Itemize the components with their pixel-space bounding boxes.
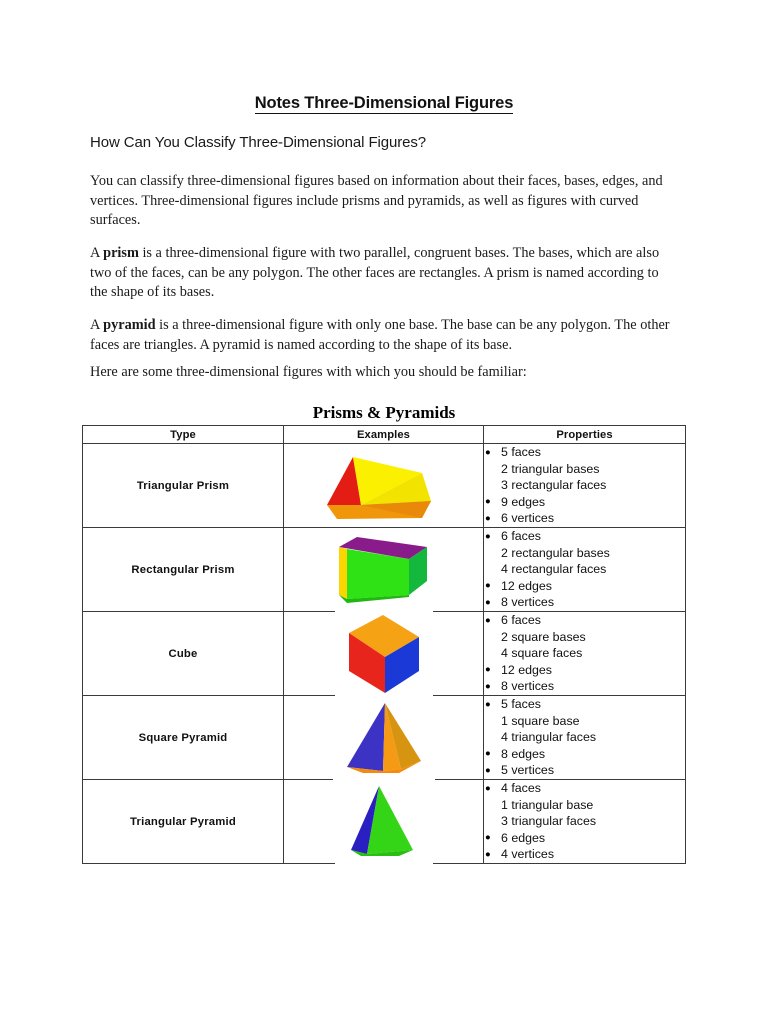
paragraph-prism [90,244,673,303]
property-line: ● 6 edges [484,830,685,846]
pyramid-para-rest: is a three-dimensional figure with only one base. The base can be any polygon. The other faces are triangles. A pyramid is named according to the shape of its base. [90,317,670,353]
figure-type-label: Square Pyramid [83,696,284,780]
property-line: 4 triangular faces [501,730,597,745]
property-line: 4 square faces [501,646,583,661]
property-line: 1 triangular base [501,797,594,812]
property-line: ● 9 edges [484,494,685,510]
prism-term: prism [103,245,139,261]
property-line: 4 rectangular faces [501,562,607,577]
page-title-text: Notes Three-Dimensional Figures [254,94,514,112]
figure-properties-cell [484,444,686,528]
table-body [83,444,686,864]
figure-example-cell [284,612,484,696]
figure-properties-cell [484,612,686,696]
property-line: 2 rectangular bases [501,545,610,560]
figure-type-label: Triangular Pyramid [83,780,284,864]
property-line: 1 square base [501,713,580,728]
figure-type-label: Rectangular Prism [83,528,284,612]
table-caption: Prisms & Pyramids [312,403,456,422]
figures-table [82,425,686,864]
property-line: ● 6 vertices [484,510,685,526]
property-line: ● 12 edges [484,578,685,594]
property-line: ● 12 edges [484,662,685,678]
column-header-properties: Properties [484,426,686,444]
paragraph-pyramid [90,316,675,355]
figure-example-cell [284,696,484,780]
table-row [83,696,686,780]
page-title [0,94,768,113]
figure-example-cell [284,444,484,528]
figure-type-label: Triangular Prism [83,444,284,528]
column-header-examples: Examples [284,426,484,444]
property-line: ● 6 faces [484,528,685,544]
table-header [83,426,686,444]
figure-type-label: Cube [83,612,284,696]
property-line: ● 5 vertices [484,762,685,778]
property-line: ● 8 vertices [484,594,685,610]
property-line: ● 4 vertices [484,846,685,862]
pyramid-term: pyramid [103,317,156,333]
triangular-prism-icon [317,446,451,526]
pyramid-para-prefix: A [90,317,104,333]
table-row [83,612,686,696]
property-line: 2 triangular bases [501,461,600,476]
table-row [83,780,686,864]
prism-para-prefix: A [90,245,104,261]
property-line: ● 6 faces [484,612,685,628]
triangular-pyramid-icon [335,779,433,865]
figure-properties-cell [484,528,686,612]
figure-properties-cell [484,696,686,780]
figure-example-cell [284,528,484,612]
table-header-row [83,426,686,444]
paragraph-intro: You can classify three-dimensional figures based on information about their faces, bases, edges, and vertices. Three-dimensional figures include prisms and pyramids, as well as figures with curved surfaces. [90,173,663,228]
figure-example-cell [284,780,484,864]
rectangular-prism-icon [329,530,439,610]
column-header-type: Type [83,426,284,444]
table-row [83,528,686,612]
property-line: ● 5 faces [484,696,685,712]
paragraph-lead-in: Here are some three-dimensional figures with which you should be familiar: [90,364,527,380]
cube-icon [335,610,433,698]
square-pyramid-icon [333,696,435,780]
property-line: 3 triangular faces [501,814,597,829]
property-line: ● 8 vertices [484,678,685,694]
property-line: ● 4 faces [484,780,685,796]
table-row [83,444,686,528]
prism-para-rest: is a three-dimensional figure with two parallel, congruent bases. The bases, which are also two of the faces, can be any polygon. The other faces are rectangles. A prism is named according to the shape of its bases. [90,245,660,300]
figure-properties-cell [484,780,686,864]
property-line: ● 5 faces [484,444,685,460]
property-line: 2 square bases [501,629,586,644]
section-subheading: How Can You Classify Three-Dimensional Figures? [90,134,427,151]
property-line: ● 8 edges [484,746,685,762]
property-line: 3 rectangular faces [501,478,607,493]
